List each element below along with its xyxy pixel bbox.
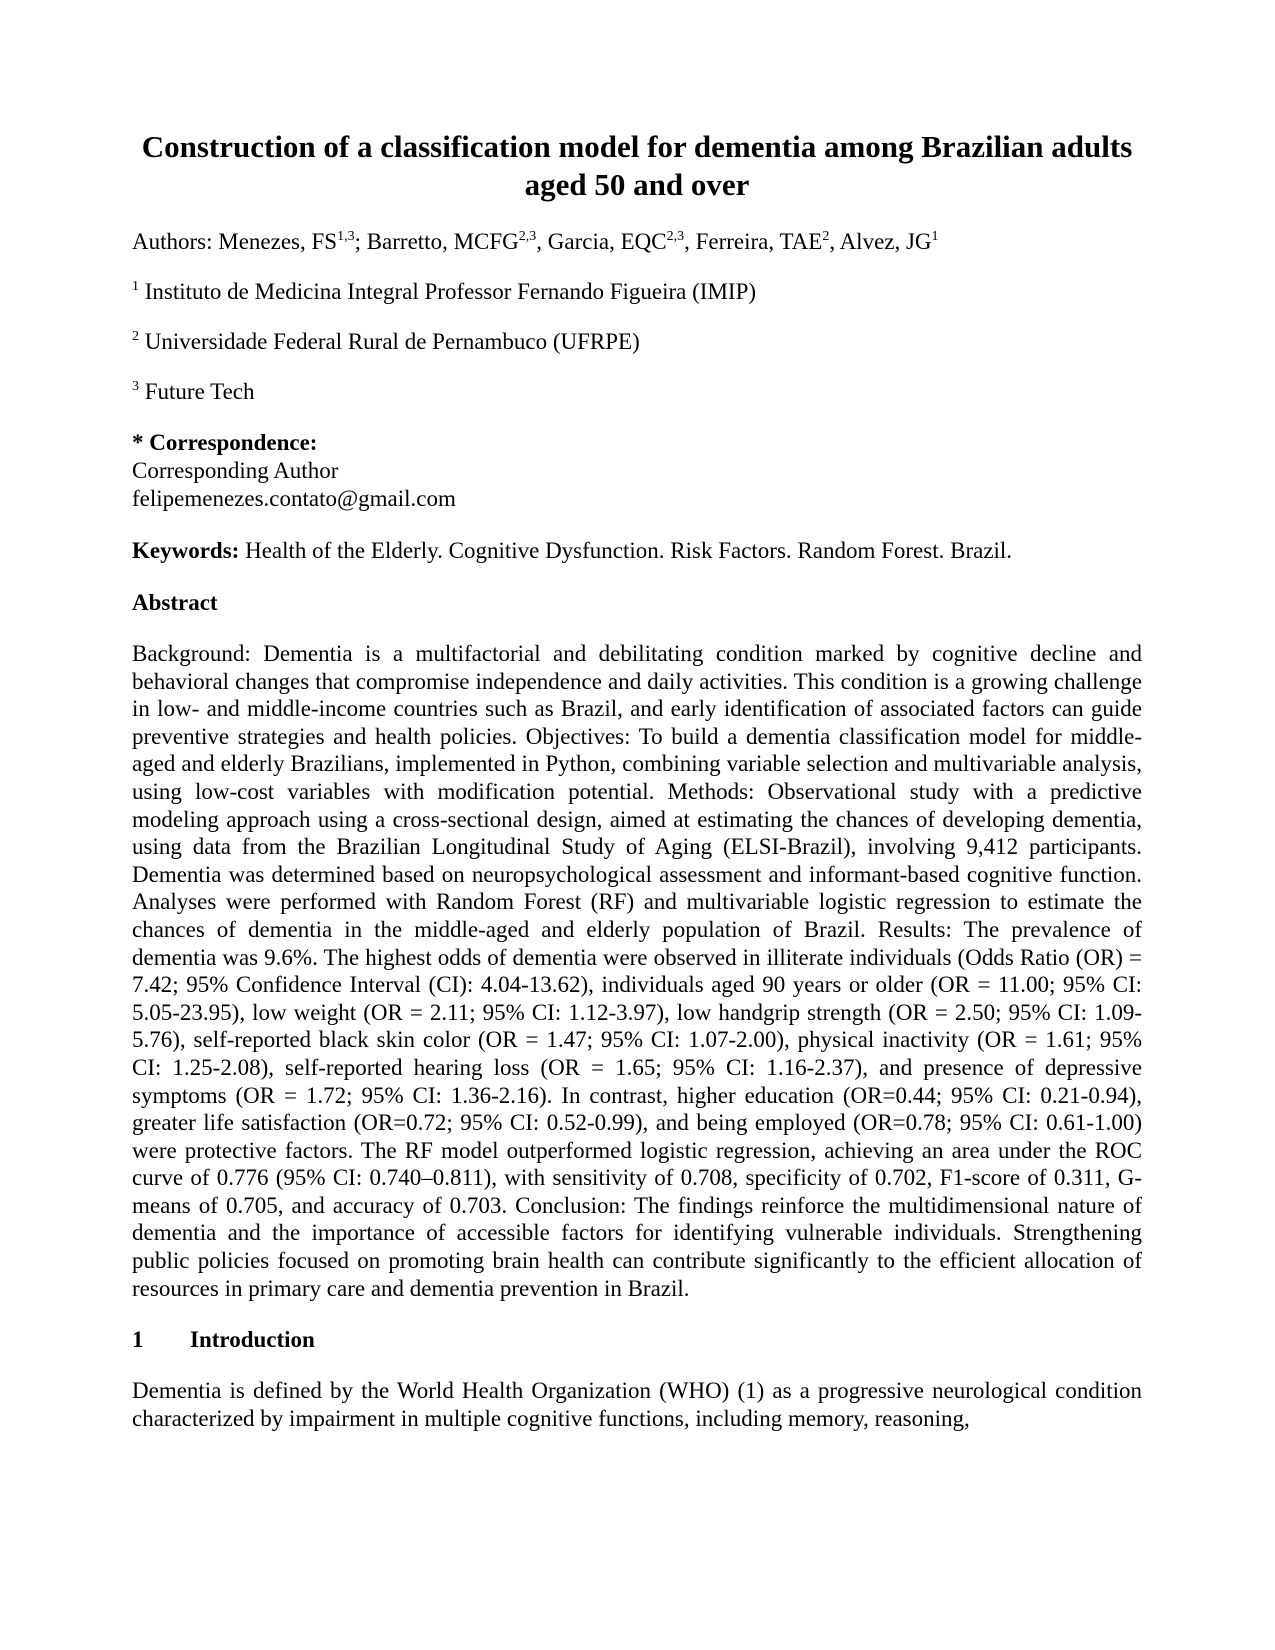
authors-prefix: Authors: bbox=[132, 229, 213, 254]
abstract-text: Background: Dementia is a multifactorial and debilitating condition marked by cognitive decline and behavioral changes that compromise independence and daily activities. This condition is a growing challenge in low- and middle-income countries such as Brazil, and early identification of associated factors can guide preventive strategies and health policies. Objectives: To build a dementia classification model for middle-aged and elderly Brazilians, implemented in Python, combining variable selection and multivariable analysis, using low-cost variables with modification potential. Methods: Observational study with a predictive modeling approach using a cross-sectional design, aimed at estimating the chances of developing dementia, using data from the Brazilian Longitudinal Study of Aging (ELSI-Brazil), involving 9,412 participants. Dementia was determined based on neuropsychological assessment and informant-based cognitive function. Analyses were performed with Random Forest (RF) and multivariable logistic regression to estimate the chances of dementia in the middle-aged and elderly population of Brazil. Results: The prevalence of dementia was 9.6%. The highest odds of dementia were observed in illiterate individuals (Odds Ratio (OR) = 7.42; 95% Confidence Interval (CI): 4.04-13.62), individuals aged 90 years or older (OR = 11.00; 95% CI: 5.05-23.95), low weight (OR = 2.11; 95% CI: 1.12-3.97), low handgrip strength (OR = 2.50; 95% CI: 1.09-5.76), self-reported black skin color (OR = 1.47; 95% CI: 1.07-2.00), physical inactivity (OR = 1.61; 95% CI: 1.25-2.08), self-reported hearing loss (OR = 1.65; 95% CI: 1.16-2.37), and presence of depressive symptoms (OR = 1.72; 95% CI: 1.36-2.16). In contrast, higher education (OR=0.44; 95% CI: 0.21-0.94), greater life satisfaction (OR=0.72; 95% CI: 0.52-0.99), and being employed (OR=0.78; 95% CI: 0.61-1.00) were protective factors. The RF model outperformed logistic regression, achieving an area under the ROC curve of 0.776 (95% CI: 0.740–0.811), with sensitivity of 0.708, specificity of 0.702, F1-score of 0.311, G-means of 0.705, and accuracy of 0.703. Conclusion: The findings reinforce the multidimensional nature of dementia and the importance of accessible factors for identifying vulnerable individuals. Strengthening public policies focused on promoting brain health can contribute significantly to the efficient allocation of resources in primary care and dementia prevention in Brazil. bbox=[132, 641, 1142, 1301]
introduction-text: Dementia is defined by the World Health Organization (WHO) (1) as a progressive neurological condition characterized by impairment in multiple cognitive functions, including memory, reasoning, bbox=[132, 1378, 1142, 1431]
author: Alvez, $JG^1$ bbox=[839, 229, 939, 254]
abstract-heading: Abstract bbox=[132, 590, 218, 615]
affiliation: $^3$ Future Tech bbox=[132, 379, 255, 404]
author-affiliation-sup: 1,3 bbox=[337, 229, 355, 244]
author-affiliation-sup: 1 bbox=[931, 229, 939, 244]
author-line bbox=[132, 228, 1142, 256]
author-affiliation-sup: 2 bbox=[822, 229, 830, 244]
section-number: 1 bbox=[132, 1327, 144, 1353]
keywords bbox=[132, 537, 1142, 565]
author: Menezes, FS$^{1,3}$; bbox=[218, 229, 361, 254]
section-title: Introduction bbox=[190, 1327, 315, 1353]
correspondence-email: felipemenezes.contato@gmail.com bbox=[132, 486, 456, 511]
section-heading bbox=[132, 1326, 1142, 1354]
paper-title: Construction of a classification model for dementia among Brazilian adults aged 50 and over bbox=[141, 129, 1133, 202]
correspondence-block bbox=[132, 429, 1142, 513]
affiliation-number: 3 bbox=[132, 379, 139, 394]
author: Barretto, MCFG$^{2,3}$, bbox=[366, 229, 543, 254]
affiliation-number: 1 bbox=[132, 279, 139, 294]
corresponding-author: Corresponding Author bbox=[132, 458, 339, 483]
author: Garcia, EQC$^{2,3}$, bbox=[547, 229, 690, 254]
keywords-label: Keywords: bbox=[132, 538, 240, 563]
affiliation: $^2$ Universidade Federal Rural de Pernambuco (UFRPE) bbox=[132, 329, 640, 354]
author-affiliation-sup: 2,3 bbox=[518, 229, 537, 244]
correspondence-heading: * Correspondence: bbox=[132, 430, 318, 455]
paper-page bbox=[132, 0, 1142, 1432]
keywords-text: Health of the Elderly. Cognitive Dysfunction. Risk Factors. Random Forest. Brazil. bbox=[245, 538, 1013, 563]
affiliation: $^1$ Instituto de Medicina Integral Professor Fernando Figueira (IMIP) bbox=[132, 279, 757, 304]
affiliation-number: 2 bbox=[132, 329, 139, 344]
author-affiliation-sup: 2,3 bbox=[666, 229, 685, 244]
author: Ferreira, TAE$^2$, bbox=[695, 229, 836, 254]
